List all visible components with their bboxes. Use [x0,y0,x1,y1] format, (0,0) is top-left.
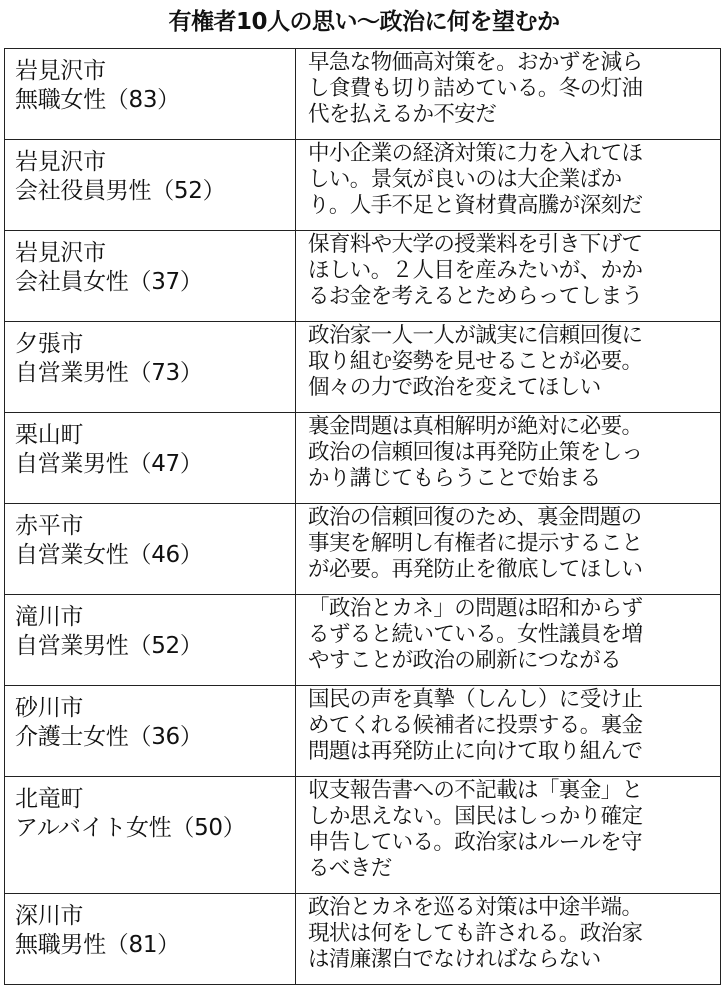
opinion-line: るお金を考えるとためらってしまう [308,284,643,309]
respondent-profile: 自営業男性（73） [15,360,203,386]
respondent-place: 岩見沢市 [15,58,106,84]
opinion-cell [296,686,721,777]
respondent-place: 岩見沢市 [15,240,106,266]
opinion-line: 収支報告書への不記載は「裏金」と [308,778,643,803]
respondent-profile: 自営業男性（52） [15,633,203,659]
opinion-line: 政治の信頼回復のため、裏金問題の [308,505,642,530]
table-row [5,49,721,140]
opinion-line: 「政治とカネ」の問題は昭和からず [308,596,643,621]
opinion-line: 政治の信頼回復は再発防止策をしっ [308,440,643,465]
opinion-line: 個々の力で政治を変えてほしい [308,375,601,400]
respondent-profile: 自営業女性（46） [15,542,203,568]
opinion-line: るべきだ [308,856,392,881]
opinion-line: やすことが政治の刷新につながる [308,648,622,673]
opinion-line: めてくれる候補者に投票する。裏金 [308,713,643,738]
respondent-place: 岩見沢市 [15,149,106,175]
opinion-line: るずると続いている。女性議員を増 [308,622,643,647]
page-title: 有権者10人の思い〜政治に何を望むか [168,9,560,35]
opinion-line: 早急な物価高対策を。おかずを減ら [308,50,643,75]
table-row [5,777,721,894]
table-row [5,231,721,322]
opinion-line: 事実を解明し有権者に提示すること [308,531,643,556]
table-row [5,140,721,231]
respondent-cell [5,504,296,595]
opinion-line: しい。景気が良いのは大企業ばか [308,167,622,192]
opinion-line: しか思えない。国民はしっかり確定 [308,804,643,829]
respondent-cell [5,413,296,504]
opinion-line: 申告している。政治家はルールを守 [308,830,642,855]
respondent-place: 砂川市 [15,695,84,721]
opinion-line: り。人手不足と資材費高騰が深刻だ [308,193,643,218]
opinion-line: 裏金問題は真相解明が絶対に必要。 [308,414,643,439]
opinion-line: が必要。再発防止を徹底してほしい [308,557,643,582]
respondent-cell [5,894,296,985]
table-row [5,894,721,985]
respondent-cell [5,686,296,777]
opinion-line: 保育料や大学の授業料を引き下げて [308,232,643,257]
respondent-cell [5,322,296,413]
opinion-cell [296,894,721,985]
respondent-profile: 会社員女性（37） [15,269,203,295]
respondent-place: 夕張市 [15,331,84,357]
opinion-line: 問題は再発防止に向けて取り組んで [308,739,643,764]
respondent-place: 深川市 [15,903,84,929]
opinion-cell [296,504,721,595]
table-row [5,686,721,777]
opinion-cell [296,595,721,686]
opinion-line: かり講じてもらうことで始まる [308,466,601,491]
respondent-cell [5,49,296,140]
opinion-cell [296,777,721,894]
respondent-profile: 無職女性（83） [15,87,180,113]
opinion-line: 政治家一人一人が誠実に信頼回復に [308,323,643,348]
respondent-profile: 自営業男性（47） [15,451,203,477]
respondent-place: 北竜町 [15,786,84,812]
respondent-place: 赤平市 [15,513,84,539]
opinion-line: 中小企業の経済対策に力を入れてほ [308,141,643,166]
opinion-line: し食費も切り詰めている。冬の灯油 [308,76,643,101]
opinion-line: 代を払えるか不安だ [308,102,497,127]
respondent-cell [5,140,296,231]
opinion-line: 政治とカネを巡る対策は中途半端。 [308,895,643,920]
respondent-cell [5,231,296,322]
opinion-cell [296,413,721,504]
respondent-profile: 会社役員男性（52） [15,178,226,204]
respondent-profile: 無職男性（81） [15,932,180,958]
respondent-profile: 介護士女性（36） [15,724,203,750]
respondent-profile: アルバイト女性（50） [15,815,246,841]
table-row [5,595,721,686]
table-row [5,322,721,413]
opinion-cell [296,140,721,231]
voter-opinions-table [4,48,721,985]
opinion-cell [296,322,721,413]
respondent-place: 栗山町 [15,422,84,448]
respondent-place: 滝川市 [15,604,84,630]
opinion-line: 現状は何をしても許される。政治家 [308,921,643,946]
respondent-cell [5,595,296,686]
opinion-cell [296,231,721,322]
opinion-cell [296,49,721,140]
opinion-line: ほしい。２人目を産みたいが、かか [308,258,643,283]
respondent-cell [5,777,296,894]
opinion-line: は清廉潔白でなければならない [308,947,601,972]
table-row [5,413,721,504]
opinion-line: 国民の声を真摯（しんし）に受け止 [308,687,643,712]
opinion-line: 取り組む姿勢を見せることが必要。 [308,349,643,374]
table-row [5,504,721,595]
